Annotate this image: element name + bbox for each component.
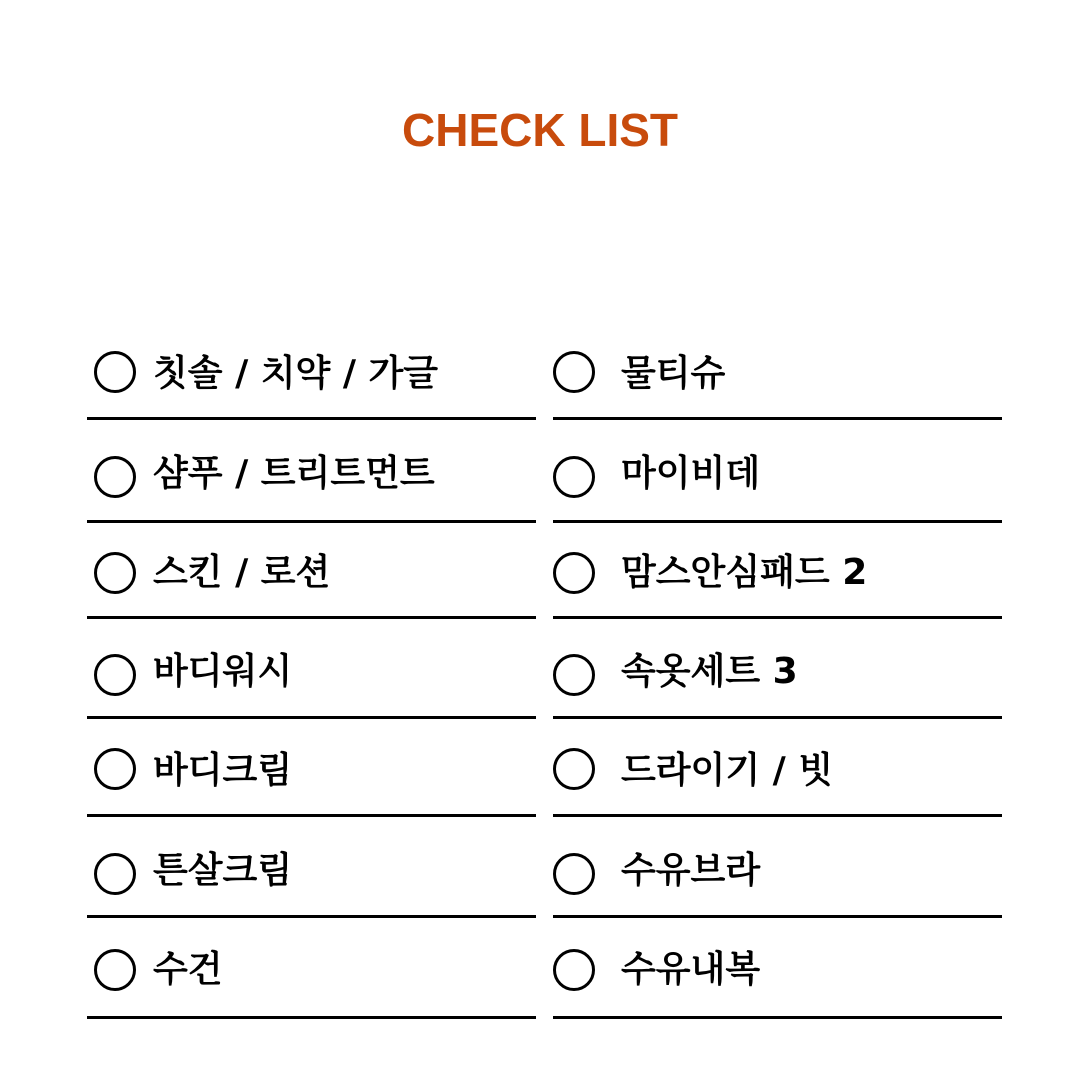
checklist-item[interactable] <box>553 918 1002 1019</box>
checklist-item[interactable] <box>553 619 1002 719</box>
checkbox-circle-icon[interactable] <box>553 654 595 696</box>
checkbox-circle-icon[interactable] <box>553 552 595 594</box>
checkbox-circle-icon[interactable] <box>94 949 136 991</box>
checklist-item-label: 튼살크림 <box>153 850 293 891</box>
checklist-item[interactable] <box>87 523 536 619</box>
checklist-right-column <box>553 322 1002 1019</box>
checklist-item[interactable] <box>87 918 536 1019</box>
checklist-item-label: 바디워시 <box>153 651 293 692</box>
checklist-item-label: 맘스안심패드 2 <box>621 552 868 593</box>
checkbox-circle-icon[interactable] <box>94 351 136 393</box>
checklist-item[interactable] <box>553 719 1002 817</box>
checklist-item[interactable] <box>87 420 536 523</box>
checkbox-circle-icon[interactable] <box>553 949 595 991</box>
checklist-item[interactable] <box>87 619 536 719</box>
checkbox-circle-icon[interactable] <box>94 748 136 790</box>
checklist-item-label: 속옷세트 3 <box>621 651 798 692</box>
checklist-item-label: 수유브라 <box>621 850 761 891</box>
checklist-item-label: 칫솔 / 치약 / 가글 <box>153 353 439 394</box>
checkbox-circle-icon[interactable] <box>553 456 595 498</box>
checklist-item[interactable] <box>553 322 1002 420</box>
checkbox-circle-icon[interactable] <box>94 853 136 895</box>
checklist-item[interactable] <box>553 420 1002 523</box>
checkbox-circle-icon[interactable] <box>94 552 136 594</box>
checkbox-circle-icon[interactable] <box>553 748 595 790</box>
checklist-item[interactable] <box>87 817 536 918</box>
checklist-item[interactable] <box>87 719 536 817</box>
checklist-item-label: 드라이기 / 빗 <box>621 750 834 791</box>
checkbox-circle-icon[interactable] <box>94 456 136 498</box>
checklist-item-label: 마이비데 <box>621 453 761 494</box>
checklist-item-label: 바디크림 <box>153 750 293 791</box>
checklist-item[interactable] <box>87 322 536 420</box>
checklist-item-label: 수건 <box>153 949 223 990</box>
checkbox-circle-icon[interactable] <box>553 351 595 393</box>
checklist-item-label: 샴푸 / 트리트먼트 <box>153 453 435 494</box>
checklist-item-label: 물티슈 <box>621 353 726 394</box>
page-title: CHECK LIST <box>402 104 678 156</box>
checklist-item[interactable] <box>553 523 1002 619</box>
checklist-item-label: 수유내복 <box>621 949 761 990</box>
checklist-left-column <box>87 322 536 1019</box>
checklist-item[interactable] <box>553 817 1002 918</box>
checkbox-circle-icon[interactable] <box>94 654 136 696</box>
checklist-item-label: 스킨 / 로션 <box>153 552 331 593</box>
checkbox-circle-icon[interactable] <box>553 853 595 895</box>
